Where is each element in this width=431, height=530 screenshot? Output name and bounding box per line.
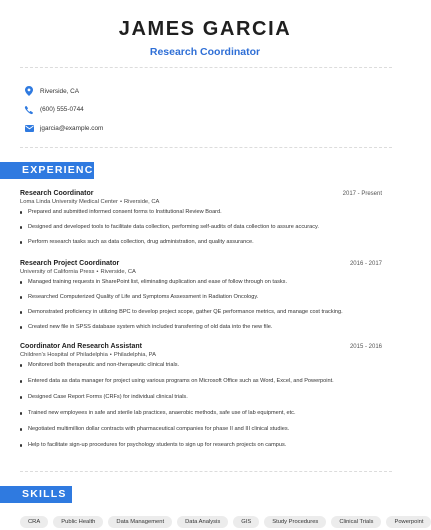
job-entry — [20, 190, 382, 246]
candidate-name: JAMES GARCIA — [118, 18, 292, 40]
job-org-line: University of California Press • Riverside, CA — [20, 269, 136, 275]
job-bullet: Prepared and submitted informed consent forms to Institutional Review Board. — [20, 209, 382, 216]
divider — [20, 147, 392, 148]
job-org-line: Loma Linda University Medical Center • Riverside, CA — [20, 199, 160, 205]
candidate-title: Research Coordinator — [149, 46, 261, 58]
job-org: Loma Linda University Medical Center — [20, 199, 118, 205]
job-bullet: Managed training requests in SharePoint list, eliminating duplication and ease of follow through on tasks. — [20, 279, 382, 286]
location-text: Riverside, CA — [40, 87, 80, 95]
job-bullet: Monitored both therapeutic and non-therapeutic clinical trials. — [20, 362, 382, 369]
job-org: Children's Hospital of Philadelphia — [20, 352, 108, 358]
envelope-icon — [22, 121, 36, 135]
divider — [20, 67, 392, 68]
job-location: Riverside, CA — [123, 199, 160, 205]
contact-email — [22, 119, 392, 137]
job-bullet: Designed and developed tools to facilitate data collection, performing self-audits of data collection to assure accuracy. — [20, 224, 382, 231]
contact-block — [22, 82, 392, 138]
job-bullet: Entered data as data manager for project using various programs on Microsoft Office such as Word, Excel, and Powerpoint. — [20, 378, 382, 385]
phone-text: (600) 555-0744 — [40, 106, 84, 113]
skill-chip: Powerpoint — [386, 516, 431, 528]
job-title: Research Project Coordinator — [20, 260, 120, 267]
map-pin-icon — [22, 84, 36, 98]
job-bullet: Perform research tasks such as data collection, drug administration, and quality assurance. — [20, 239, 382, 246]
section-heading-experience: EXPERIENCE — [0, 162, 94, 179]
job-dates: 2015 - 2016 — [349, 344, 382, 350]
job-bullet: Created new file in SPSS database system which included transferring of old data into the new file. — [20, 324, 382, 331]
skill-chip: Public Health — [53, 516, 103, 528]
skill-chip: Data Management — [108, 516, 172, 528]
job-entry — [20, 343, 382, 449]
job-org: University of California Press — [20, 269, 95, 275]
skill-chip: Data Analysis — [177, 516, 228, 528]
job-dates: 2016 - 2017 — [349, 261, 382, 267]
job-bullet: Researched Computerized Quality of Life and Symptoms Assessment in Radiation Oncology. — [20, 294, 382, 301]
skill-chip: Clinical Trials — [331, 516, 381, 528]
job-entry — [20, 260, 382, 331]
skill-chip: Study Procedures — [264, 516, 326, 528]
job-bullet: Negotiated multimillion dollar contracts with pharmaceutical companies for phase II and III clinical studies. — [20, 426, 382, 433]
job-bullet: Designed Case Report Forms (CRFs) for individual clinical trials. — [20, 394, 382, 401]
email-text[interactable]: jgarcia@example.com — [40, 124, 104, 132]
job-bullet: Trained new employees in safe and sterile lab practices, anaerobic methods, safe use of lab equipment, etc. — [20, 410, 382, 417]
contact-location — [22, 82, 392, 100]
job-dates: 2017 - Present — [342, 191, 382, 197]
skill-chip: GIS — [233, 516, 259, 528]
job-title: Research Coordinator — [20, 190, 94, 197]
job-bullet: Demonstrated proficiency in utilizing BPC to develop project scope, gather QE performance metrics, and manage cost tracking. — [20, 309, 382, 316]
job-location: Riverside, CA — [100, 269, 136, 275]
job-location: Philadelphia, PA — [113, 352, 156, 358]
skill-chip: CRA — [20, 516, 48, 528]
job-bullet: Help to facilitate sign-up procedures for psychology students to sign up for research projects on campus. — [20, 442, 382, 449]
section-heading-skills: SKILLS — [0, 486, 72, 503]
job-title: Coordinator And Research Assistant — [20, 343, 143, 350]
divider — [20, 471, 392, 472]
skills-list — [20, 516, 424, 528]
resume-header — [0, 0, 410, 58]
job-org-line: Children's Hospital of Philadelphia • Philadelphia, PA — [20, 352, 156, 358]
contact-phone — [22, 101, 392, 119]
phone-icon — [22, 103, 36, 117]
